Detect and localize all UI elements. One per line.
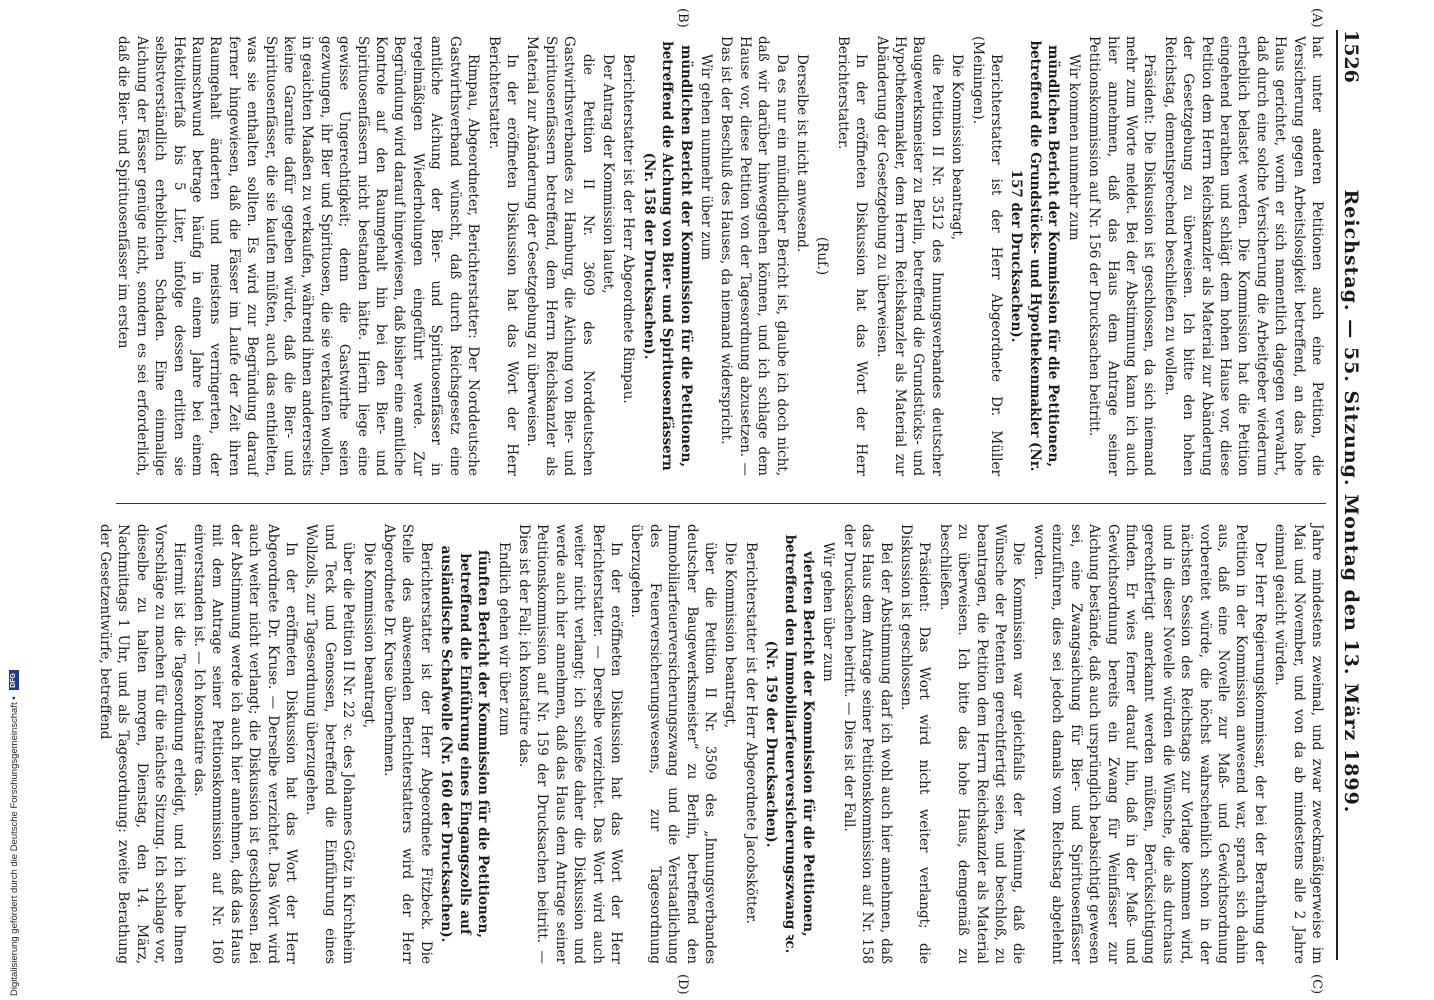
header-rule [1336,30,1338,960]
margin-marker-c: (C) [1309,974,1324,995]
paragraph: über die Petition II Nr. 22 ꝛc. des Johannes Götz in Kirchheim und Teck und Genossen, betreffend die Einführung eines Wollzolls, zur Tagesordnung überzugehen. [303,524,357,964]
paragraph: Berichterstatter ist der Herr Abgeordnete Rimpau. [620,54,637,404]
right-text-column [94,524,1326,964]
paragraph: In der eröffneten Diskussion hat das Wort der Herr Abgeordnete Dr. Kruse. — Derselbe verzichtet. Das Wort wird auch weiter nicht verlangt; die Diskussion ist geschlossen. Bei der Abstimmung werde ich auch hier annehmen, daß das Haus mit dem Antrage seiner Petitionskommission auf Nr. 160 einverstanden ist. — Ich konstatire das. [191,524,300,964]
paragraph: Der Antrag der Kommission lautet, [599,54,616,294]
paragraph: (Ruf.) [814,236,831,276]
paragraph: Bei der Abstimmung darf ich wohl auch hier annehmen, daß das Haus dem Antrage seiner Petitionskommission auf Nr. 158 der Drucksachen beitritt. — Dies ist der Fall. [840,524,894,964]
paragraph: Berichterstatter ist der Herr Abgeordnete Dr. Müller (Meiningen). [969,36,1005,476]
paragraph: Berichterstatter ist der Herr Abgeordnete Fitzbeck. Die Stelle des abwesenden Berichterstatters wird der Herr Abgeordnete Dr. Kruse übernehmen. [381,524,434,964]
margin-marker-a: (A) [1309,8,1324,28]
paragraph: die Petition II Nr. 3609 des Norddeutschen Gastwirthsverbandes zu Hamburg, die Aichung von Bier- und Spirituosenfässern betreffend, dem Herrn Reichskanzler als Material zur Abänderung der Gesetzgebung zu überweisen. [524,36,596,476]
paragraph: Endlich gehen wir über zum [495,542,512,736]
paragraph: Präsident: Das Wort wird nicht weiter verlangt; die Diskussion ist geschlossen. [898,524,933,964]
paragraph: Die Kommission beantragt, [949,54,966,241]
paragraph: In der eröffneten Diskussion hat das Wort der Herr Berichterstatter. [485,36,520,476]
paragraph: hat unter anderen Petitionen auch eine Petition, die Versicherung gegen Arbeitslosigkeit betreffend, an das hohe Haus gerichtet, worin er sich namentlich dagegen verwahrt, daß durch eine solche Versicherung die Arbeitgeber wiederum erheblich belastet werden. Die Kommission hat die Petition eingehend berathen und schlägt dem hohen Hause vor, diese Petition dem Herrn Reichskanzler als Material zur Abänderung der Gesetzgebung zu überweisen. Ich bitte den hohen Reichstag, dementsprechend beschließen zu wollen. [1161,36,1325,476]
paragraph: Die Kommission beantragt, [360,542,377,729]
paragraph: über die Petition II Nr. 3509 des „Innungsverbandes deutscher Baugewerksmeister“ zu Berlin, betreffend den Immobiliarfeuerversicherungszwang und die Verstaatlichung des Feuerversicherungswesens, zur Tagesordnung überzugehen. [628,524,718,964]
paragraph: Wir gehen über zum [820,542,837,682]
section-heading: vierten Bericht der Kommission für die Petitionen, betreffend den Immobiliarfeuerversicherungszwang ꝛc. (Nr. 159 der Drucksachen). [763,534,817,954]
paragraph: Die Kommission beantragt, [722,542,739,729]
page-running-title: Reichstag. — 55. Sitzung. Montag den 13. März 1899. [1340,189,1362,814]
section-heading: mündlichen Bericht der Kommission für die Petitionen, betreffend die Aichung von Bier- und Spirituosenfässern (Nr. 158 der Drucksachen). [640,41,694,471]
page-number: 1526 [1340,30,1362,83]
paragraph: In der eröffneten Diskussion hat das Wort der Herr Berichterstatter. — Derselbe verzichtet. Das Wort wird auch weiter nicht verlangt; ich schließe daher die Diskussion und werde auch hier annehmen, daß das Haus dem Antrage seiner Petitionskommission auf Nr. 159 der Drucksachen beitritt. — Dies ist der Fall; ich konstatire das. [515,524,624,964]
paragraph: Wir kommen nunmehr zum [1065,54,1082,241]
dfg-logo-icon: DFG [9,670,19,690]
column-divider [116,503,1326,504]
credit-text: Digitalisierung gefördert durch die Deutsche Forschungsgemeinschaft • [8,696,20,996]
paragraph: Die Kommission war gleichfalls der Meinung, daß die Wünsche der Petenten gerechtfertigt seien, und beschloß, zu beantragen, die Petition dem Herrn Reichskanzler als Material zu überweisen. Ich bitte das hohe Haus, demgemäß zu beschließen. [936,524,1027,964]
margin-marker-b: (B) [675,8,690,28]
paragraph: die Petition II Nr. 3512 des Innungsverbandes deutscher Baugewerksmeister zu Berlin, betreffend die Grundstücks- und Hypothekenmakler, dem Herrn Reichskanzler als Material zur Abänderung der Gesetzgebung zu überweisen. [873,36,945,476]
left-text-column [112,36,1326,476]
paragraph: Rimpau, Abgeordneter, Berichterstatter: Der Norddeutsche Gastwirthsverband wünscht, daß durch Reichsgesetz eine amtliche Aichung der Bier- und Spirituosenfässer in regelmäßigen Wiederholungen eingeführt werde. Zur Begründung wird darauf hingewiesen, daß bisher eine amtliche Kontrole auf den Raumgehalt hin bei den Bier- und Spirituosenfässern nicht bestanden hätte. Hierin liege eine gewisse Ungerechtigkeit; denn die Gastwirthe seien gezwungen, ihr Bier und Spirituosen, die sie verkaufen wollen, in geaichten Maaßen zu verkaufen, während ihnen andererseits keine Garantie dafür gegeben würde, daß die Bier- und Spirituosenfässer, die sie kaufen müßten, auch das enthielten, was sie enthalten sollten. Es wird zur Begründung darauf ferner hingewiesen, daß die Fässer im Laufe der Zeit ihren Raumgehalt änderten und meistens verringerten, der Raumschwund betrage häufig in einem Jahre bei einem Hektoliterfaß bis 5 Liter, infolge dessen erlitten sie selbstverständlich erheblichen Schaden. Eine einmalige Aichung der Fässer genüge nicht, sondern es sei erforderlich, daß die Bier- und Spirituosenfässer im ersten [115,36,482,476]
page-header [1340,30,1376,960]
paragraph: Da es nur ein mündlicher Bericht ist, glaube ich doch nicht, daß wir darüber hinweggehen können, und ich schlage dem Hause vor, diese Petition von der Tagesordnung abzusetzen. — Das ist der Beschluß des Hauses, da niemand widerspricht. [718,36,790,476]
paragraph: Hiermit ist die Tagesordnung erledigt, und ich habe Ihnen Vorschläge zu machen für die nächste Sitzung. Ich schlage vor, dieselbe zu halten morgen, Dienstag, den 14. März, Nachmittags 1 Uhr, und als Tagesordnung: zweite Berathung der Gesetzentwürfe, betreffend [97,524,187,964]
section-heading: fünften Bericht der Kommission für die Petitionen, betreffend die Einführung eines Eingangszolls auf ausländische Schafwolle (Nr. 160 der Drucksachen). [438,545,492,943]
paragraph: Präsident: Die Diskussion ist geschlossen, da sich niemand mehr zum Worte meldet. Bei der Abstimmung kann ich auch hier annehmen, daß das Haus dem Antrage seiner Petitionskommission auf Nr. 156 der Drucksachen beitritt. [1086,36,1158,476]
paragraph: Der Herr Regierungskommissar, der bei der Berathung der Petition in der Kommission anwesend war, sprach sich dahin aus, daß eine Novelle zur Maß- und Gewichtsordnung vorbereitet würde, die höchst wahrscheinlich schon in der nächsten Session des Reichstags zur Vorlage kommen wird, und in dieser Novelle würden die Wünsche, die als durchaus gerechtfertigt anerkannt werden müßten, Berücksichtigung finden. Er wies ferner darauf hin, daß in der Maß- und Gewichtsordnung bereits ein Zwang für Weinfässer zur Aichung bestände, daß auch ursprünglich beabsichtigt gewesen sei, eine Zwangsaichung für Bier- und Spirituosenfässer einzuführen, dies sei jedoch damals vom Reichstag abgelehnt worden. [1030,524,1268,964]
paragraph: Wir gehen nunmehr über zum [698,54,714,260]
digitization-credit [6,6,22,996]
paragraph: Berichterstatter ist der Herr Abgeordnete Jacobskötter. [742,542,759,924]
paragraph: In der eröffneten Diskussion hat das Wort der Herr Berichterstatter. [834,36,870,476]
margin-marker-d: (D) [675,974,690,995]
paragraph: Derselbe ist nicht anwesend. [794,54,811,253]
paragraph: Jahre mindestens zweimal, und zwar zweckmäßigerweise im Mai und November, und von da ab mindestens alle 2 Jahre einmal geaicht würden. [1272,524,1325,964]
section-heading: mündlichen Bericht der Kommission für die Petitionen, betreffend die Grundstücks- und Hypothekenmakler (Nr. 157 der Drucksachen). [1008,40,1062,472]
